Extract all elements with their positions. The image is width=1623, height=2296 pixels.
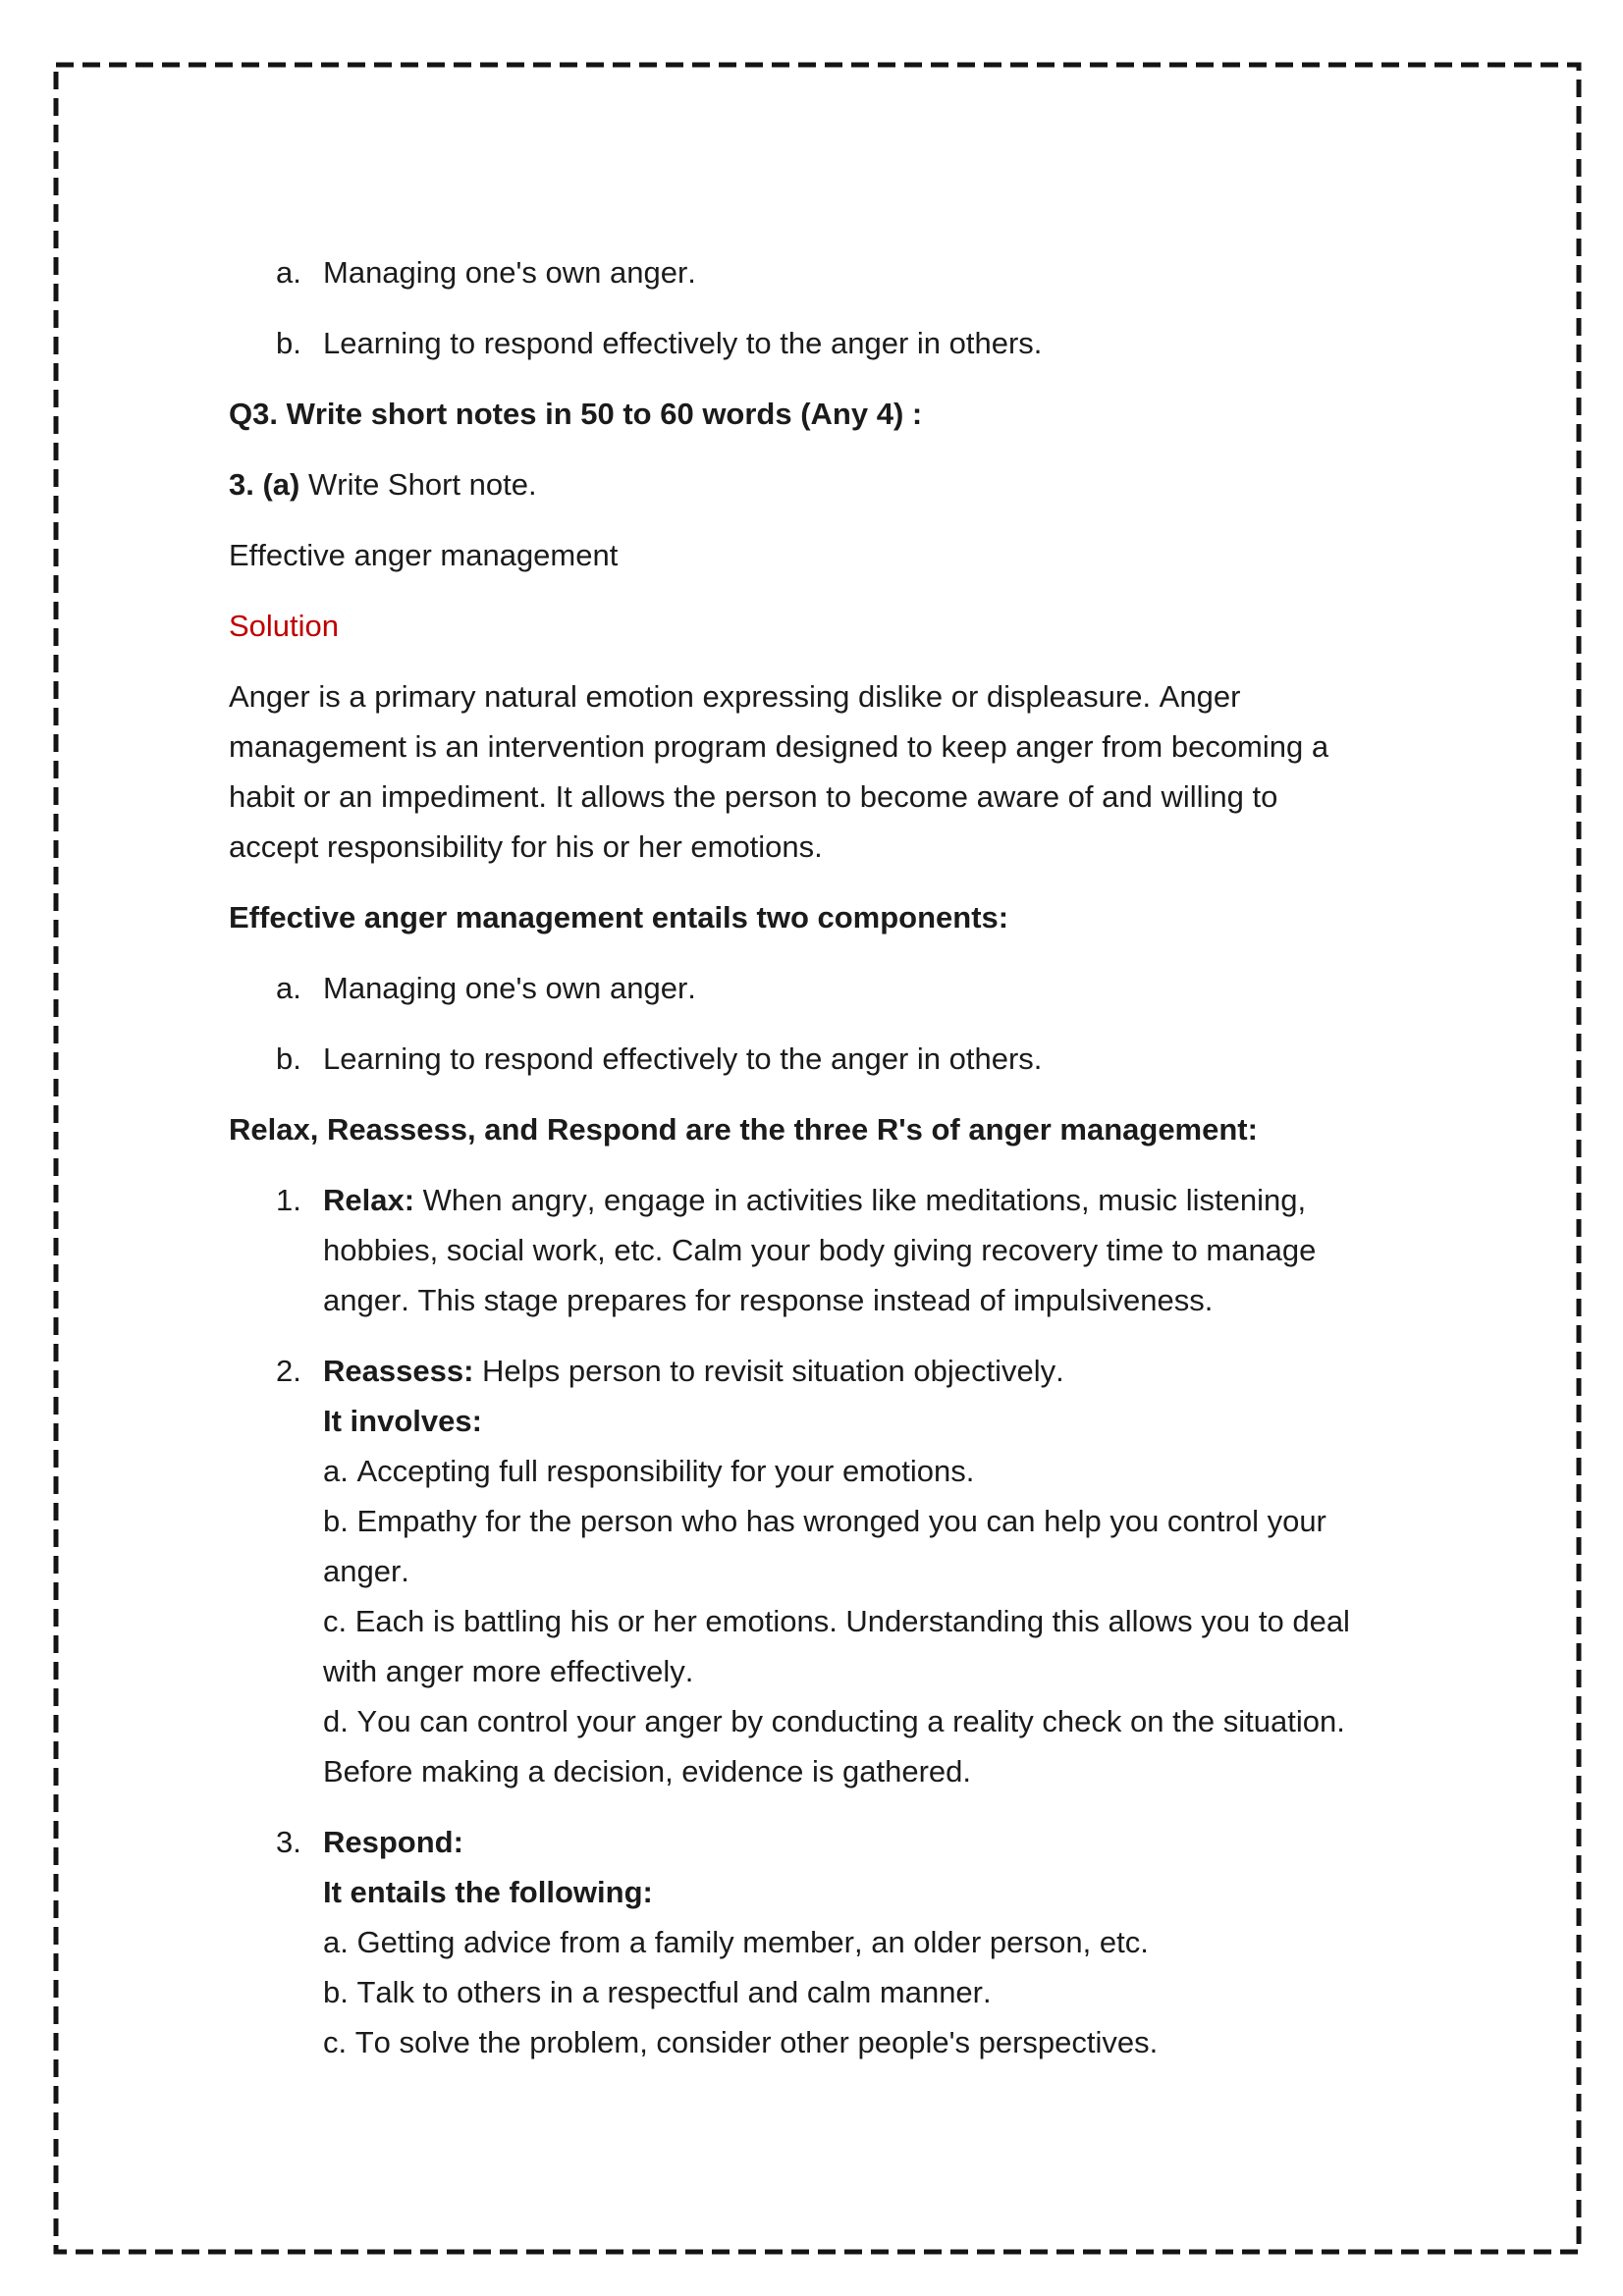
list-item	[229, 1034, 1365, 1084]
numbered-item-reassess	[229, 1346, 1365, 1796]
item-sub-heading: It involves:	[323, 1404, 482, 1438]
item-title: Respond:	[323, 1825, 463, 1859]
sub-point: c. Each is battling his or her emotions. Understanding this allows you to deal with anger more effectively.	[323, 1604, 1350, 1688]
question-line	[229, 459, 1365, 509]
list-item-text: Managing one's own anger.	[323, 255, 696, 290]
list-item-text: Managing one's own anger.	[323, 971, 696, 1005]
list-item	[229, 247, 1365, 297]
list-marker: a.	[276, 255, 301, 290]
question-topic: Effective anger management	[229, 538, 619, 572]
question-label: 3. (a)	[229, 467, 300, 502]
item-first-line	[323, 1346, 1365, 1396]
list-marker: 3.	[276, 1825, 301, 1859]
list-item	[229, 318, 1365, 368]
list-item-text: Learning to respond effectively to the anger in others.	[323, 1041, 1043, 1076]
components-heading: Effective anger management entails two components:	[229, 900, 1009, 934]
solution-intro-paragraph: Anger is a primary natural emotion expressing dislike or displeasure. Anger management is an intervention program designed to keep anger from becoming a habit or an impediment. It allows the person to become aware of and willing to accept responsibility for his or her emotions.	[229, 679, 1329, 864]
list-marker: b.	[276, 1041, 301, 1076]
question-instruction: Write Short note.	[307, 467, 537, 502]
item-sub-heading: It entails the following:	[323, 1875, 653, 1909]
list-item-text: Learning to respond effectively to the anger in others.	[323, 326, 1043, 360]
question-heading: Q3. Write short notes in 50 to 60 words (Any 4) :	[229, 397, 923, 431]
three-rs-heading: Relax, Reassess, and Respond are the three R's of anger management:	[229, 1112, 1258, 1147]
sub-point: a. Getting advice from a family member, an older person, etc.	[323, 1925, 1149, 1959]
item-title: Relax:	[323, 1183, 415, 1217]
sub-point: d. You can control your anger by conducting a reality check on the situation. Before making a decision, evidence is gathered.	[323, 1704, 1345, 1789]
list-marker: 1.	[276, 1183, 301, 1217]
sub-point: c. To solve the problem, consider other people's perspectives.	[323, 2025, 1159, 2059]
solution-label: Solution	[229, 609, 340, 643]
list-marker: b.	[276, 326, 301, 360]
list-item	[229, 963, 1365, 1013]
list-marker: 2.	[276, 1354, 301, 1388]
sub-point: b. Empathy for the person who has wronged you can help you control your anger.	[323, 1504, 1326, 1588]
numbered-item-relax	[229, 1175, 1365, 1325]
sub-point: a. Accepting full responsibility for your emotions.	[323, 1454, 975, 1488]
list-marker: a.	[276, 971, 301, 1005]
document-content	[229, 247, 1365, 2088]
numbered-item-respond	[229, 1817, 1365, 2067]
sub-point: b. Talk to others in a respectful and calm manner.	[323, 1975, 992, 2009]
item-text: When angry, engage in activities like meditations, music listening, hobbies, social work, etc. Calm your body giving recovery time to manage anger. This stage prepares for response instead of impulsiveness.	[323, 1183, 1317, 1317]
item-title: Reassess:	[323, 1354, 474, 1388]
item-text: Helps person to revisit situation objectively.	[482, 1354, 1064, 1388]
